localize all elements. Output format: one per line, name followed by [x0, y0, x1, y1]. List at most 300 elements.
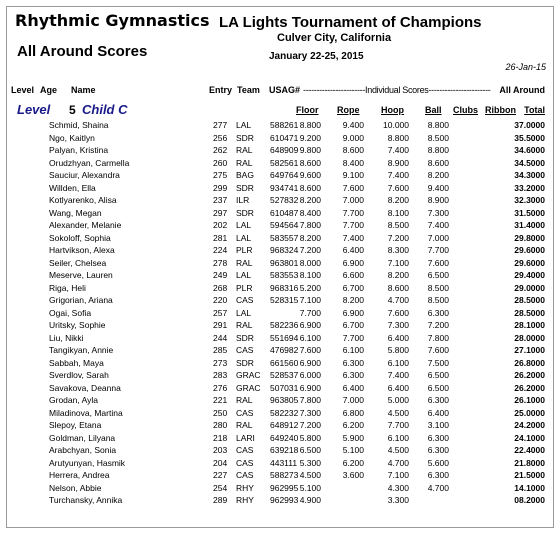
- cell-hoop: 3.300: [387, 495, 409, 505]
- table-row: [7, 319, 553, 332]
- cell-entry: 289: [213, 495, 228, 505]
- cell-usag: 583557: [270, 232, 299, 243]
- cell-ball: 8.900: [427, 195, 449, 205]
- cell-name: Willden, Ella: [49, 182, 96, 193]
- cell-ball: 7.600: [427, 345, 449, 355]
- cell-floor: 9.200: [299, 132, 321, 143]
- level-number: 5: [69, 103, 76, 117]
- cell-floor: 5.800: [299, 432, 321, 443]
- cell-team: RAL: [236, 257, 253, 268]
- cell-usag: 963801: [270, 257, 299, 268]
- cell-name: Wang, Megan: [49, 207, 102, 218]
- col-team: Team: [237, 85, 260, 95]
- cell-hoop: 4.500: [387, 407, 409, 418]
- cell-rope: 6.400: [342, 245, 364, 255]
- cell-name: Goldman, Lilyana: [49, 432, 116, 443]
- cell-total: 32.3000: [514, 195, 545, 205]
- run-date: 26-Jan-15: [505, 62, 546, 72]
- cell-entry: 281: [213, 232, 228, 243]
- cell-floor: 9.600: [299, 170, 321, 180]
- cell-ball: 8.200: [427, 170, 449, 180]
- cell-name: Tangikyan, Annie: [49, 345, 114, 355]
- cell-name: Meserve, Lauren: [49, 270, 113, 280]
- cell-entry: 262: [213, 145, 228, 155]
- cell-entry: 250: [213, 407, 228, 418]
- col-level: Level: [11, 85, 35, 95]
- page-subtitle: All Around Scores: [17, 43, 148, 60]
- cell-ball: 8.500: [427, 132, 449, 143]
- cell-entry: 202: [213, 220, 228, 230]
- cell-ball: 6.500: [427, 370, 449, 380]
- cell-total: 21.8000: [514, 457, 545, 468]
- level-label: Level: [17, 102, 51, 117]
- cell-hoop: 6.100: [387, 357, 409, 368]
- cell-hoop: 6.100: [387, 432, 409, 443]
- cell-usag: 962995: [270, 482, 299, 493]
- cell-hoop: 8.200: [387, 195, 409, 205]
- cell-floor: 8.200: [299, 195, 321, 205]
- cell-name: Sverdlov, Sarah: [49, 370, 109, 380]
- col-entry: Entry: [209, 85, 233, 95]
- col-age: Age: [40, 85, 58, 95]
- cell-rope: 9.100: [342, 170, 364, 180]
- cell-ball: 9.400: [427, 182, 449, 193]
- table-row: [7, 419, 553, 432]
- table-row: [7, 357, 553, 370]
- cell-rope: 6.900: [342, 257, 364, 268]
- cell-usag: 610487: [270, 207, 299, 218]
- cell-floor: 7.300: [299, 407, 321, 418]
- col-ball: Ball: [425, 105, 442, 115]
- cell-entry: 237: [213, 195, 228, 205]
- cell-entry: 249: [213, 270, 228, 280]
- cell-hoop: 8.300: [387, 245, 409, 255]
- cell-hoop: 4.500: [387, 445, 409, 455]
- cell-entry: 275: [213, 170, 228, 180]
- cell-usag: 528537: [270, 370, 299, 380]
- cell-team: CAS: [236, 345, 254, 355]
- cell-hoop: 4.700: [387, 457, 409, 468]
- cell-hoop: 8.600: [387, 282, 409, 293]
- col-name: Name: [71, 85, 96, 95]
- cell-team: LARI: [236, 432, 255, 443]
- cell-rope: 7.000: [342, 195, 364, 205]
- cell-team: RAL: [236, 420, 253, 430]
- brand-title: Rhythmic Gymnastics: [15, 11, 210, 30]
- cell-rope: 8.400: [342, 157, 364, 168]
- cell-usag: 610471: [270, 132, 299, 143]
- cell-entry: 285: [213, 345, 228, 355]
- cell-rope: 6.700: [342, 320, 364, 330]
- cell-name: Miladinova, Martina: [49, 407, 123, 418]
- cell-entry: 299: [213, 182, 228, 193]
- cell-entry: 256: [213, 132, 228, 143]
- cell-rope: 5.900: [342, 432, 364, 443]
- table-row: [7, 382, 553, 395]
- cell-team: LAL: [236, 270, 252, 280]
- cell-team: RHY: [236, 482, 254, 493]
- cell-floor: 9.800: [299, 145, 321, 155]
- cell-team: BAG: [236, 170, 254, 180]
- table-row: [7, 244, 553, 257]
- table-row: [7, 494, 553, 507]
- cell-total: 21.5000: [514, 470, 545, 480]
- cell-rope: 9.400: [342, 120, 364, 130]
- cell-ball: 6.500: [427, 270, 449, 280]
- cell-usag: 963805: [270, 395, 299, 405]
- cell-total: 28.5000: [514, 295, 545, 305]
- cell-ball: 7.300: [427, 207, 449, 218]
- cell-total: 14.1000: [514, 482, 545, 493]
- cell-usag: 649764: [270, 170, 299, 180]
- table-row: [7, 144, 553, 157]
- cell-team: SDR: [236, 207, 254, 218]
- cell-ball: 6.300: [427, 432, 449, 443]
- cell-total: 33.2000: [514, 182, 545, 193]
- cell-ball: 7.200: [427, 320, 449, 330]
- cell-rope: 7.600: [342, 182, 364, 193]
- cell-ball: 6.400: [427, 407, 449, 418]
- cell-floor: 5.100: [299, 482, 321, 493]
- cell-entry: 204: [213, 457, 228, 468]
- cell-hoop: 7.200: [387, 232, 409, 243]
- cell-usag: 962993: [270, 495, 299, 505]
- cell-rope: 6.300: [342, 357, 364, 368]
- cell-floor: 8.000: [299, 257, 321, 268]
- cell-total: 26.8000: [514, 357, 545, 368]
- cell-hoop: 8.200: [387, 270, 409, 280]
- cell-total: 31.4000: [514, 220, 545, 230]
- col-rope: Rope: [337, 105, 360, 115]
- cell-team: RAL: [236, 320, 253, 330]
- cell-ball: 8.800: [427, 120, 449, 130]
- cell-name: Orudzhyan, Carmella: [49, 157, 130, 168]
- cell-team: ILR: [236, 195, 250, 205]
- cell-total: 24.1000: [514, 432, 545, 443]
- cell-ball: 7.000: [427, 232, 449, 243]
- cell-floor: 8.400: [299, 207, 321, 218]
- cell-usag: 528315: [270, 295, 299, 305]
- cell-floor: 7.100: [299, 295, 321, 305]
- col-total: Total: [524, 105, 545, 115]
- table-row: [7, 169, 553, 182]
- cell-floor: 8.100: [299, 270, 321, 280]
- cell-total: 28.0000: [514, 332, 545, 343]
- table-row: [7, 269, 553, 282]
- cell-rope: 6.100: [342, 345, 364, 355]
- cell-name: Sauciur, Alexandra: [49, 170, 120, 180]
- cell-hoop: 7.100: [387, 470, 409, 480]
- table-row: [7, 257, 553, 270]
- cell-name: Riga, Heli: [49, 282, 86, 293]
- cell-usag: 582236: [270, 320, 299, 330]
- cell-usag: 507031: [270, 382, 299, 393]
- cell-ball: 8.600: [427, 157, 449, 168]
- cell-total: 08.2000: [514, 495, 545, 505]
- cell-total: 29.8000: [514, 232, 545, 243]
- cell-entry: 297: [213, 207, 228, 218]
- cell-entry: 220: [213, 295, 228, 305]
- cell-entry: 203: [213, 445, 228, 455]
- cell-ball: 7.400: [427, 220, 449, 230]
- cell-ball: 7.600: [427, 257, 449, 268]
- cell-rope: 8.600: [342, 145, 364, 155]
- cell-entry: 244: [213, 332, 228, 343]
- cell-rope: 6.800: [342, 407, 364, 418]
- cell-floor: 8.600: [299, 182, 321, 193]
- cell-name: Kotlyarenko, Alisa: [49, 195, 117, 205]
- cell-name: Hartvikson, Alexa: [49, 245, 115, 255]
- cell-team: GRAC: [236, 382, 261, 393]
- cell-hoop: 4.700: [387, 295, 409, 305]
- cell-name: Grigorian, Ariana: [49, 295, 113, 305]
- cell-usag: 443111: [270, 457, 298, 468]
- cell-name: Slepoy, Etana: [49, 420, 102, 430]
- table-row: [7, 482, 553, 495]
- cell-floor: 7.700: [299, 307, 321, 318]
- table-row: [7, 469, 553, 482]
- cell-ball: 6.300: [427, 395, 449, 405]
- cell-hoop: 4.300: [387, 482, 409, 493]
- cell-team: CAS: [236, 407, 254, 418]
- cell-total: 24.2000: [514, 420, 545, 430]
- cell-team: CAS: [236, 470, 254, 480]
- cell-team: SDR: [236, 357, 254, 368]
- cell-floor: 6.100: [299, 332, 321, 343]
- cell-ball: 3.100: [427, 420, 449, 430]
- table-row: [7, 232, 553, 245]
- cell-rope: 7.700: [342, 220, 364, 230]
- cell-team: SDR: [236, 332, 254, 343]
- cell-floor: 6.900: [299, 320, 321, 330]
- cell-hoop: 8.500: [387, 220, 409, 230]
- cell-floor: 8.600: [299, 157, 321, 168]
- table-row: [7, 369, 553, 382]
- cell-usag: 648912: [270, 420, 299, 430]
- cell-usag: 588261: [270, 120, 299, 130]
- tournament-dates: January 22-25, 2015: [269, 51, 364, 62]
- table-row: [7, 407, 553, 420]
- cell-floor: 6.000: [299, 370, 321, 380]
- score-sheet: [6, 6, 554, 528]
- cell-total: 26.2000: [514, 382, 545, 393]
- cell-total: 28.1000: [514, 320, 545, 330]
- cell-team: RAL: [236, 145, 253, 155]
- cell-total: 28.5000: [514, 307, 545, 318]
- cell-entry: 280: [213, 420, 228, 430]
- tournament-location: Culver City, California: [277, 32, 392, 44]
- cell-usag: 661560: [270, 357, 299, 368]
- cell-floor: 4.500: [299, 470, 321, 480]
- cell-total: 37.0000: [514, 120, 545, 130]
- cell-entry: 224: [213, 245, 228, 255]
- cell-usag: 648909: [270, 145, 299, 155]
- cell-ball: 6.300: [427, 307, 449, 318]
- table-row: [7, 219, 553, 232]
- table-row: [7, 394, 553, 407]
- cell-name: Arabchyan, Sonia: [49, 445, 117, 455]
- cell-ball: 6.300: [427, 470, 449, 480]
- cell-rope: 7.400: [342, 232, 364, 243]
- cell-floor: 6.900: [299, 357, 321, 368]
- cell-entry: 273: [213, 357, 228, 368]
- cell-floor: 6.900: [299, 382, 321, 393]
- cell-total: 29.0000: [514, 282, 545, 293]
- col-all-around: All Around: [499, 85, 545, 95]
- cell-ball: 8.800: [427, 145, 449, 155]
- cell-hoop: 5.800: [387, 345, 409, 355]
- cell-floor: 7.200: [299, 420, 321, 430]
- cell-name: Alexander, Melanie: [49, 220, 122, 230]
- cell-usag: 527832: [270, 195, 299, 205]
- cell-team: RAL: [236, 157, 253, 168]
- cell-name: Seiler, Chelsea: [49, 257, 107, 268]
- cell-usag: 551694: [270, 332, 299, 343]
- cell-ball: 8.500: [427, 295, 449, 305]
- table-row: [7, 457, 553, 470]
- table-row: [7, 182, 553, 195]
- cell-floor: 8.200: [299, 232, 321, 243]
- cell-team: LAL: [236, 307, 252, 318]
- cell-ball: 6.500: [427, 382, 449, 393]
- table-row: [7, 194, 553, 207]
- table-row: [7, 432, 553, 445]
- col-individual-scores: -----------------------Individual Scores-----------------------: [303, 85, 491, 95]
- cell-usag: 582232: [270, 407, 299, 418]
- cell-ball: 8.500: [427, 282, 449, 293]
- cell-team: SDR: [236, 132, 254, 143]
- cell-floor: 7.200: [299, 245, 321, 255]
- cell-rope: 5.100: [342, 445, 364, 455]
- cell-total: 26.2000: [514, 370, 545, 380]
- cell-ball: 7.800: [427, 332, 449, 343]
- cell-rope: 7.700: [342, 207, 364, 218]
- cell-hoop: 5.000: [387, 395, 409, 405]
- cell-name: Turchansky, Annika: [49, 495, 123, 505]
- cell-rope: 6.200: [342, 420, 364, 430]
- cell-usag: 588273: [270, 470, 299, 480]
- cell-entry: 227: [213, 470, 228, 480]
- cell-total: 26.1000: [514, 395, 545, 405]
- cell-usag: 968316: [270, 282, 299, 293]
- cell-team: LAL: [236, 232, 252, 243]
- cell-usag: 594564: [270, 220, 299, 230]
- cell-team: LAL: [236, 220, 252, 230]
- cell-usag: 476982: [270, 345, 299, 355]
- cell-total: 25.0000: [514, 407, 545, 418]
- cell-usag: 639218: [270, 445, 299, 455]
- cell-entry: 291: [213, 320, 228, 330]
- table-row: [7, 344, 553, 357]
- cell-hoop: 8.100: [387, 207, 409, 218]
- cell-name: Sokoloff, Sophia: [49, 232, 111, 243]
- cell-rope: 6.400: [342, 382, 364, 393]
- cell-entry: 257: [213, 307, 228, 318]
- cell-team: RHY: [236, 495, 254, 505]
- cell-hoop: 7.300: [387, 320, 409, 330]
- cell-usag: 934741: [270, 182, 299, 193]
- cell-entry: 254: [213, 482, 228, 493]
- cell-rope: 6.600: [342, 270, 364, 280]
- col-clubs: Clubs: [453, 105, 479, 115]
- cell-rope: 9.000: [342, 132, 364, 143]
- cell-team: CAS: [236, 445, 254, 455]
- cell-name: Ngo, Kaitlyn: [49, 132, 95, 143]
- cell-name: Uritsky, Sophie: [49, 320, 106, 330]
- tournament-title: LA Lights Tournament of Champions: [219, 14, 482, 31]
- cell-rope: 6.200: [342, 457, 364, 468]
- cell-entry: 218: [213, 432, 228, 443]
- table-row: [7, 332, 553, 345]
- cell-team: CAS: [236, 295, 254, 305]
- cell-name: Herrera, Andrea: [49, 470, 110, 480]
- cell-floor: 5.200: [299, 282, 321, 293]
- score-rows: [7, 119, 553, 507]
- cell-rope: 6.900: [342, 307, 364, 318]
- cell-entry: 268: [213, 282, 228, 293]
- cell-total: 29.4000: [514, 270, 545, 280]
- col-floor: Floor: [296, 105, 319, 115]
- cell-name: Palyan, Kristina: [49, 145, 109, 155]
- cell-ball: 5.600: [427, 457, 449, 468]
- cell-total: 22.4000: [514, 445, 545, 455]
- cell-hoop: 6.400: [387, 382, 409, 393]
- cell-team: SDR: [236, 182, 254, 193]
- cell-entry: 260: [213, 157, 228, 168]
- cell-hoop: 8.800: [387, 132, 409, 143]
- cell-total: 35.5000: [514, 132, 545, 143]
- cell-hoop: 7.100: [387, 257, 409, 268]
- cell-ball: 7.500: [427, 357, 449, 368]
- cell-hoop: 10.000: [383, 120, 409, 130]
- table-row: [7, 307, 553, 320]
- cell-usag: 583553: [270, 270, 299, 280]
- cell-rope: 8.200: [342, 295, 364, 305]
- level-name: Child C: [82, 102, 128, 117]
- cell-hoop: 8.900: [387, 157, 409, 168]
- cell-usag: 649240: [270, 432, 299, 443]
- cell-hoop: 7.400: [387, 170, 409, 180]
- cell-rope: 7.700: [342, 332, 364, 343]
- cell-total: 34.5000: [514, 157, 545, 168]
- cell-hoop: 7.600: [387, 182, 409, 193]
- cell-floor: 7.800: [299, 220, 321, 230]
- cell-ball: 6.300: [427, 445, 449, 455]
- cell-hoop: 7.700: [387, 420, 409, 430]
- table-row: [7, 207, 553, 220]
- col-ribbon: Ribbon: [485, 105, 516, 115]
- cell-hoop: 7.400: [387, 145, 409, 155]
- cell-floor: 7.600: [299, 345, 321, 355]
- table-row: [7, 444, 553, 457]
- cell-total: 34.6000: [514, 145, 545, 155]
- cell-team: RAL: [236, 395, 253, 405]
- cell-floor: 4.900: [299, 495, 321, 505]
- cell-rope: 3.600: [342, 470, 364, 480]
- cell-team: PLR: [236, 245, 253, 255]
- cell-floor: 8.800: [299, 120, 321, 130]
- cell-name: Liu, Nikki: [49, 332, 84, 343]
- table-row: [7, 294, 553, 307]
- cell-floor: 7.800: [299, 395, 321, 405]
- cell-ball: 7.700: [427, 245, 449, 255]
- table-row: [7, 119, 553, 132]
- cell-total: 31.5000: [514, 207, 545, 218]
- cell-usag: 968324: [270, 245, 299, 255]
- cell-name: Schmid, Shaina: [49, 120, 109, 130]
- cell-name: Nelson, Abbie: [49, 482, 102, 493]
- cell-hoop: 7.600: [387, 307, 409, 318]
